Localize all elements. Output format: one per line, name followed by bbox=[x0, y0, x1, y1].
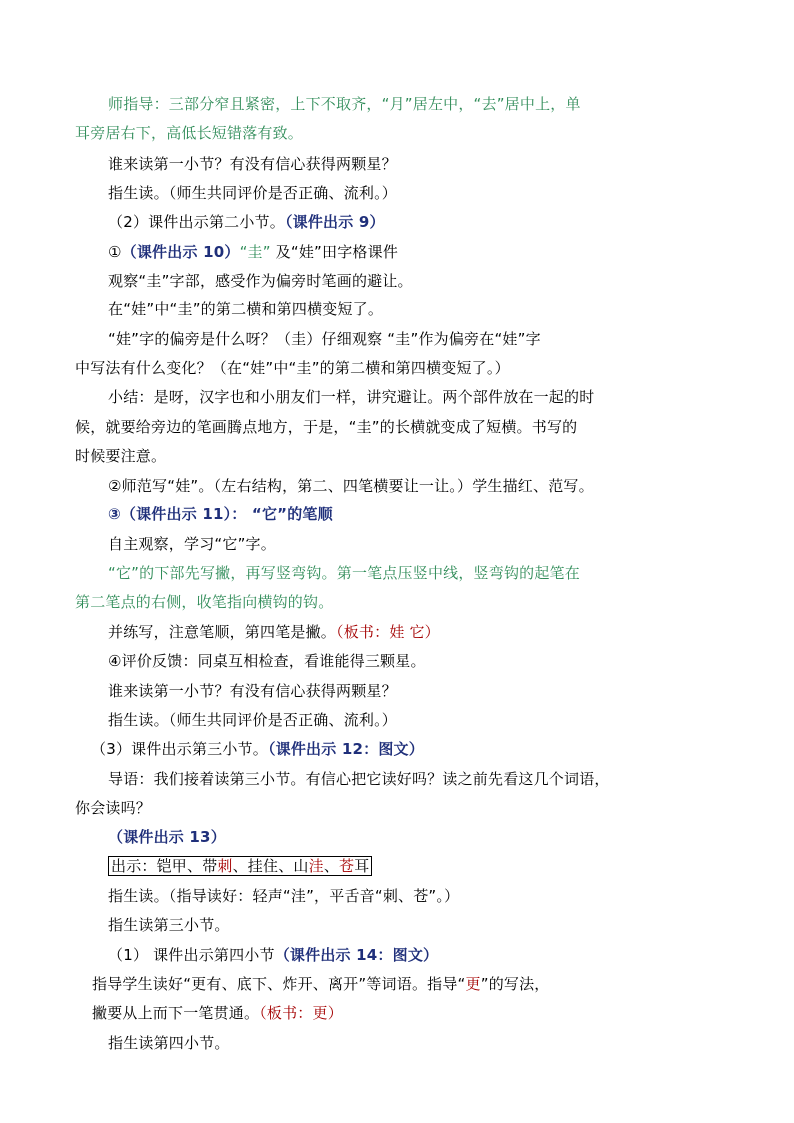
text-line bbox=[108, 680, 397, 702]
text-line bbox=[108, 241, 398, 263]
text-segment: （3）课件出示第三小节。 bbox=[91, 740, 268, 758]
text-line bbox=[75, 591, 333, 613]
text-line bbox=[108, 182, 397, 204]
text-segment: 候，就要给旁边的笔画腾点地方，于是，“圭”的长横就变成了短横。书写的 bbox=[75, 418, 578, 436]
text-line bbox=[108, 709, 397, 731]
text-line bbox=[108, 914, 230, 936]
text-line bbox=[108, 211, 385, 233]
text-segment: ③（课件出示 11）： “它”的笔顺 bbox=[108, 505, 333, 523]
text-line bbox=[108, 270, 413, 292]
text-segment: 自主观察，学习“它”字。 bbox=[108, 535, 276, 553]
text-line bbox=[108, 298, 383, 320]
text-line bbox=[108, 533, 276, 555]
text-line bbox=[108, 650, 426, 672]
text-segment: 撇要从上而下一笔贯通。 bbox=[92, 1004, 260, 1022]
text-line bbox=[108, 93, 581, 115]
text-segment: （2）课件出示第二小节。 bbox=[108, 213, 285, 231]
text-segment: “圭” bbox=[239, 243, 271, 261]
text-segment: 第二笔点的右侧，收笔指向横钩的钩。 bbox=[75, 593, 334, 611]
text-segment: 观察“圭”字部，感受作为偏旁时笔画的避让。 bbox=[108, 272, 413, 290]
text-line bbox=[108, 503, 333, 525]
text-line bbox=[75, 797, 151, 819]
text-line bbox=[75, 357, 510, 379]
text-line bbox=[108, 562, 580, 584]
text-line bbox=[92, 973, 550, 995]
text-segment: 导语：我们接着读第三小节。有信心把它读好吗？读之前先看这几个词语， bbox=[108, 770, 610, 788]
text-segment: （板书：娃 它） bbox=[336, 623, 440, 641]
text-segment: ”的写法， bbox=[480, 975, 550, 993]
text-segment: 小结：是呀，汉字也和小朋友们一样，讲究避让。两个部件放在一起的时 bbox=[108, 388, 595, 406]
text-segment: 及“娃”田字格课件 bbox=[270, 243, 399, 261]
boxed-word-list bbox=[108, 856, 372, 876]
text-segment: 并练写，注意笔顺，第四笔是撇。 bbox=[108, 623, 337, 641]
text-segment: （课件出示 13） bbox=[108, 828, 226, 846]
text-segment: 谁来读第一小节？有没有信心获得两颗星？ bbox=[108, 682, 397, 700]
text-segment: 、 bbox=[323, 857, 340, 875]
text-segment: 你会读吗？ bbox=[75, 799, 152, 817]
text-segment: 更 bbox=[465, 975, 481, 993]
text-segment: 指生读第三小节。 bbox=[108, 916, 230, 934]
text-line bbox=[108, 944, 438, 966]
text-segment: （课件出示 12：图文） bbox=[267, 740, 424, 758]
text-segment: （1） 课件出示第四小节 bbox=[108, 946, 275, 964]
text-line bbox=[108, 386, 594, 408]
text-segment: 耳旁居右下，高低长短错落有致。 bbox=[75, 124, 304, 142]
text-segment: 中写法有什么变化？（在“娃”中“圭”的第二横和第四横变短了。） bbox=[75, 359, 510, 377]
text-line bbox=[108, 328, 541, 350]
text-segment: 时候要注意。 bbox=[75, 447, 167, 465]
text-segment: 指生读。（指导读好：轻声“洼”，平舌音“刺、苍”。） bbox=[108, 887, 460, 905]
text-line bbox=[108, 1032, 230, 1054]
text-line bbox=[108, 621, 440, 643]
text-line bbox=[91, 738, 424, 760]
text-line bbox=[108, 885, 459, 907]
text-segment: 师指导：三部分窄且紧密，上下不取齐，“月”居左中，“去”居中上，单 bbox=[108, 95, 581, 113]
text-segment: 洼 bbox=[308, 857, 324, 875]
text-segment: 苍 bbox=[339, 857, 355, 875]
text-segment: （板书：更） bbox=[259, 1004, 343, 1022]
text-line bbox=[108, 826, 226, 848]
text-segment: ④评价反馈：同桌互相检查，看谁能得三颗星。 bbox=[108, 652, 426, 670]
text-segment: 谁来读第一小节？有没有信心获得两颗星？ bbox=[108, 155, 397, 173]
text-segment: ① bbox=[108, 243, 122, 261]
text-line bbox=[108, 768, 610, 790]
text-segment: 在“娃”中“圭”的第二横和第四横变短了。 bbox=[108, 300, 384, 318]
text-line bbox=[108, 855, 372, 877]
text-segment: 刺 bbox=[217, 857, 233, 875]
text-segment: 指生读第四小节。 bbox=[108, 1034, 230, 1052]
text-segment: 出示：铠甲、带 bbox=[111, 857, 218, 875]
text-segment: （课件出示 14：图文） bbox=[274, 946, 439, 964]
text-line bbox=[108, 153, 397, 175]
text-segment: 指生读。（师生共同评价是否正确、流利。） bbox=[108, 711, 398, 729]
text-segment: 耳 bbox=[354, 857, 370, 875]
text-segment: ②师范写“娃”。（左右结构，第二、四笔横要让一让。）学生描红、范写。 bbox=[108, 477, 594, 495]
text-line bbox=[75, 122, 303, 144]
text-segment: （课件出示 9） bbox=[284, 213, 385, 231]
text-segment: （课件出示 10） bbox=[121, 243, 240, 261]
text-segment: “它”的下部先写撇，再写竖弯钩。第一笔点压竖中线，竖弯钩的起笔在 bbox=[108, 564, 580, 582]
text-segment: “娃”字的偏旁是什么呀？（圭）仔细观察 “圭”作为偏旁在“娃”字 bbox=[108, 330, 541, 348]
text-line bbox=[108, 475, 594, 497]
text-line bbox=[75, 445, 166, 467]
text-line bbox=[75, 416, 577, 438]
text-segment: 指生读。（师生共同评价是否正确、流利。） bbox=[108, 184, 398, 202]
text-line bbox=[92, 1002, 343, 1024]
text-segment: 、挂住、山 bbox=[232, 857, 309, 875]
text-segment: 指导学生读好“更有、底下、炸开、离开”等词语。指导“ bbox=[92, 975, 466, 993]
